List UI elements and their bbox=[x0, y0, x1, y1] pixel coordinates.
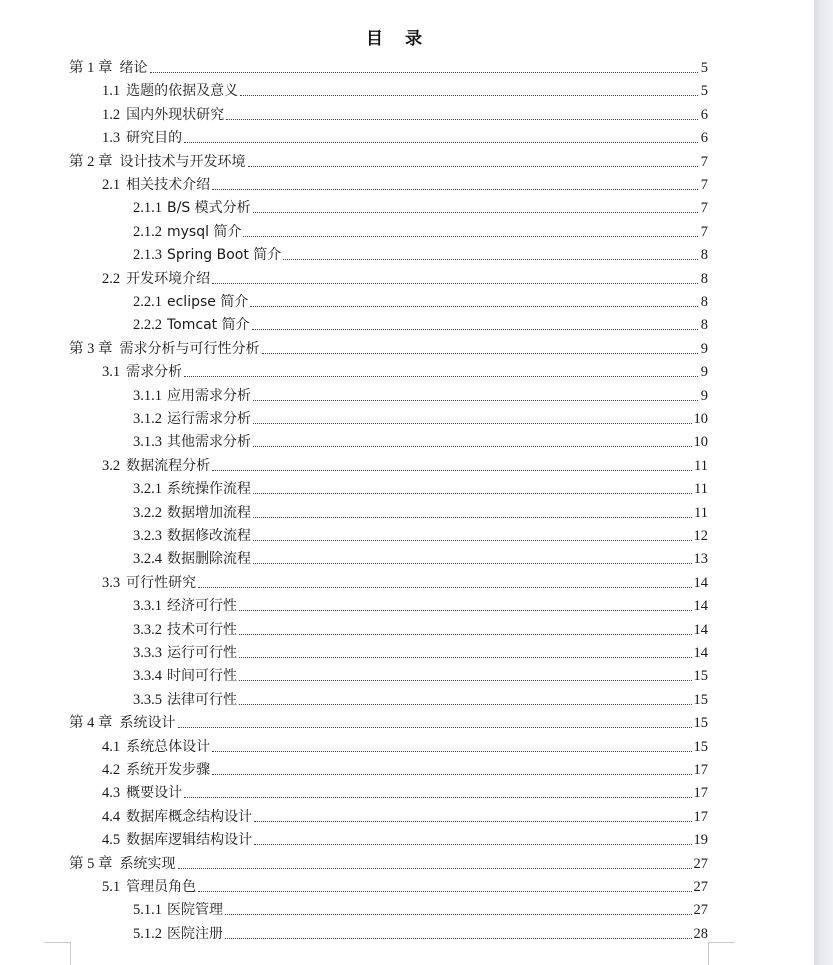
toc-entry-page-number: 27 bbox=[693, 902, 708, 919]
dot-leader bbox=[178, 727, 692, 728]
page-corner-mark-bottom-left bbox=[44, 942, 71, 965]
toc-entry-number: 2.1 bbox=[102, 177, 121, 193]
toc-entry[interactable] bbox=[69, 710, 708, 732]
toc-entry-page-number: 15 bbox=[693, 691, 708, 708]
toc-entry[interactable] bbox=[102, 804, 708, 826]
window-gutter bbox=[814, 0, 833, 965]
toc-entry-number: 5.1.1 bbox=[133, 902, 162, 919]
dot-leader bbox=[225, 938, 692, 939]
toc-entry-number: 3.3.2 bbox=[133, 621, 162, 638]
toc-entry-page-number: 7 bbox=[700, 223, 708, 240]
dot-leader bbox=[253, 423, 692, 424]
dot-leader bbox=[252, 329, 698, 330]
toc-entry-label: 数据流程分析 bbox=[126, 457, 211, 474]
toc-entry-page-number: 28 bbox=[693, 925, 708, 942]
toc-entry-number: 4.5 bbox=[102, 832, 121, 849]
toc-entry-page-number: 8 bbox=[700, 294, 708, 310]
toc-entry-label: 时间可行性 bbox=[167, 668, 237, 685]
toc-entry-label: eclipse 简介 bbox=[167, 294, 249, 310]
toc-entry-label: 运行可行性 bbox=[167, 645, 237, 661]
dot-leader bbox=[239, 657, 692, 658]
dot-leader bbox=[262, 353, 699, 354]
toc-entry[interactable] bbox=[133, 617, 708, 639]
toc-entry-page-number: 6 bbox=[700, 130, 708, 147]
toc-entry-label: 需求分析 bbox=[126, 364, 183, 381]
dot-leader bbox=[254, 844, 691, 845]
dot-leader bbox=[178, 868, 692, 869]
toc-entry[interactable] bbox=[102, 102, 708, 124]
toc-entry-number: 第 4 章 bbox=[69, 715, 113, 732]
toc-entry[interactable] bbox=[133, 663, 708, 685]
toc-entry[interactable] bbox=[102, 780, 708, 802]
toc-entry-page-number: 15 bbox=[693, 738, 708, 755]
toc-entry-label: 开发环境介绍 bbox=[126, 270, 211, 287]
toc-entry[interactable] bbox=[69, 851, 708, 873]
toc-entry-number: 5.1 bbox=[102, 879, 121, 895]
toc-entry-number: 2.1.3 bbox=[133, 247, 162, 264]
toc-entry-page-number: 17 bbox=[693, 762, 708, 778]
dot-leader bbox=[253, 446, 692, 447]
dot-leader bbox=[212, 774, 691, 775]
toc-entry-page-number: 10 bbox=[693, 411, 708, 427]
toc-entry-number: 3.2.3 bbox=[133, 528, 162, 544]
toc-entry[interactable] bbox=[133, 921, 708, 943]
toc-entry-label: 系统设计 bbox=[119, 715, 176, 732]
toc-entry-number: 1.2 bbox=[102, 106, 121, 123]
toc-entry[interactable] bbox=[102, 827, 708, 849]
toc-entry-page-number: 5 bbox=[700, 60, 708, 76]
toc-entry-number: 4.3 bbox=[102, 785, 121, 802]
toc-entry-number: 4.4 bbox=[102, 808, 121, 825]
toc-entry[interactable] bbox=[133, 312, 708, 334]
toc-entry[interactable] bbox=[133, 383, 708, 405]
toc-entry-number: 3.2.1 bbox=[133, 481, 162, 498]
toc-entry-number: 2.1.2 bbox=[133, 223, 162, 240]
toc-entry-number: 3.1.2 bbox=[133, 411, 162, 427]
toc-entry-label: mysql 简介 bbox=[167, 223, 242, 240]
dot-leader bbox=[253, 493, 692, 494]
toc-entry-number: 3.2.4 bbox=[133, 551, 162, 568]
dot-leader bbox=[226, 119, 698, 120]
dot-leader bbox=[239, 610, 692, 611]
toc-entry-number: 3.2.2 bbox=[133, 504, 162, 521]
dot-leader bbox=[184, 797, 691, 798]
dot-leader bbox=[253, 540, 692, 541]
toc-entry-label: 经济可行性 bbox=[167, 598, 237, 615]
toc-entry[interactable] bbox=[133, 687, 708, 709]
toc-entry[interactable] bbox=[102, 570, 708, 592]
toc-entry-label: 应用需求分析 bbox=[167, 387, 251, 404]
dot-leader bbox=[240, 95, 698, 96]
dot-leader bbox=[184, 142, 698, 143]
toc-entry[interactable] bbox=[133, 429, 708, 451]
toc-entry-number: 2.2.1 bbox=[133, 294, 162, 310]
toc-entry-label: 管理员角色 bbox=[126, 879, 197, 895]
toc-entry[interactable] bbox=[69, 55, 708, 77]
dot-leader bbox=[253, 400, 698, 401]
toc-entry-label: 需求分析与可行性分析 bbox=[119, 340, 260, 357]
toc-entry-label: 医院注册 bbox=[167, 925, 223, 942]
toc-entry[interactable] bbox=[133, 406, 708, 428]
dot-leader bbox=[212, 283, 698, 284]
toc-entry-page-number: 7 bbox=[700, 177, 708, 193]
toc-entry-label: 设计技术与开发环境 bbox=[119, 153, 246, 170]
toc-entry-label: 数据库概念结构设计 bbox=[126, 808, 253, 825]
toc-entry[interactable] bbox=[102, 874, 708, 896]
toc-entry-number: 3.3 bbox=[102, 574, 121, 591]
toc-entry-page-number: 7 bbox=[700, 153, 708, 170]
toc-entry-number: 3.3.5 bbox=[133, 691, 162, 708]
toc-entry-number: 2.2.2 bbox=[133, 317, 162, 334]
toc-entry-number: 2.2 bbox=[102, 270, 121, 287]
toc-entry-number: 第 5 章 bbox=[69, 855, 113, 872]
toc-entry[interactable] bbox=[102, 78, 708, 100]
toc-entry[interactable] bbox=[133, 523, 708, 545]
toc-entry-label: 系统开发步骤 bbox=[126, 762, 211, 778]
toc-entry[interactable] bbox=[102, 734, 708, 756]
toc-entry-label: 概要设计 bbox=[126, 785, 183, 802]
toc-entry-label: Spring Boot 简介 bbox=[167, 247, 282, 264]
toc-entry-page-number: 14 bbox=[693, 621, 708, 638]
toc-entry-number: 3.1 bbox=[102, 364, 121, 381]
toc-entry-page-number: 10 bbox=[693, 434, 708, 451]
toc-entry-page-number: 6 bbox=[700, 106, 708, 123]
dot-leader bbox=[239, 704, 692, 705]
toc-entry-number: 3.1.3 bbox=[133, 434, 162, 451]
dot-leader bbox=[248, 166, 699, 167]
toc-entry-label: 法律可行性 bbox=[167, 691, 237, 708]
toc-entry[interactable] bbox=[69, 149, 708, 171]
toc-entry[interactable] bbox=[133, 593, 708, 615]
toc-entry-page-number: 14 bbox=[693, 645, 708, 661]
toc-entry[interactable] bbox=[133, 476, 708, 498]
toc-entry[interactable] bbox=[133, 289, 708, 311]
toc-entry[interactable] bbox=[133, 640, 708, 662]
toc-entry-page-number: 8 bbox=[700, 317, 708, 334]
dot-leader bbox=[254, 821, 691, 822]
toc-entry-page-number: 15 bbox=[693, 668, 708, 685]
toc-entry-page-number: 8 bbox=[700, 270, 708, 287]
toc-entry-page-number: 13 bbox=[693, 551, 708, 568]
toc-entry[interactable] bbox=[133, 546, 708, 568]
toc-entry-page-number: 9 bbox=[700, 364, 708, 381]
toc-entry-page-number: 9 bbox=[700, 387, 708, 404]
toc-entry-page-number: 11 bbox=[694, 504, 708, 521]
toc-entry-number: 3.3.4 bbox=[133, 668, 162, 685]
toc-entry-label: 医院管理 bbox=[167, 902, 223, 919]
toc-entry-page-number: 14 bbox=[693, 598, 708, 615]
toc-entry-label: 系统实现 bbox=[119, 855, 176, 872]
dot-leader bbox=[184, 376, 698, 377]
toc-entry-label: 选题的依据及意义 bbox=[126, 83, 239, 100]
toc-entry-label: 系统操作流程 bbox=[167, 481, 251, 498]
toc-entry-label: 可行性研究 bbox=[126, 574, 197, 591]
toc-entry-page-number: 12 bbox=[693, 528, 708, 544]
toc-entry[interactable] bbox=[102, 453, 708, 475]
toc-entry-page-number: 8 bbox=[700, 247, 708, 264]
toc-entry-number: 第 1 章 bbox=[69, 60, 113, 76]
dot-leader bbox=[243, 236, 698, 237]
toc-entry-label: 相关技术介绍 bbox=[126, 177, 211, 193]
page-corner-mark-bottom-right bbox=[708, 942, 735, 965]
dot-leader bbox=[253, 212, 698, 213]
dot-leader bbox=[283, 259, 698, 260]
dot-leader bbox=[253, 517, 692, 518]
toc-entry-number: 3.2 bbox=[102, 457, 121, 474]
dot-leader bbox=[212, 751, 691, 752]
toc-entry-label: 数据修改流程 bbox=[167, 528, 251, 544]
toc-entry-label: 数据库逻辑结构设计 bbox=[126, 832, 253, 849]
toc-entry[interactable] bbox=[133, 242, 708, 264]
toc-entry-page-number: 11 bbox=[694, 481, 708, 498]
toc-entry[interactable] bbox=[102, 266, 708, 288]
toc-entry-label: B/S 模式分析 bbox=[167, 200, 251, 217]
dot-leader bbox=[239, 634, 692, 635]
toc-title: 目 录 bbox=[366, 29, 430, 49]
toc-entry-number: 5.1.2 bbox=[133, 925, 162, 942]
dot-leader bbox=[239, 680, 692, 681]
toc-entry[interactable] bbox=[102, 359, 708, 381]
toc-entry[interactable] bbox=[133, 500, 708, 522]
toc-entry-page-number: 15 bbox=[693, 715, 708, 732]
toc-entry-label: Tomcat 简介 bbox=[167, 317, 250, 334]
toc-entry-label: 绪论 bbox=[119, 60, 148, 76]
toc-entry-page-number: 5 bbox=[700, 83, 708, 100]
toc-entry-number: 3.3.1 bbox=[133, 598, 162, 615]
dot-leader bbox=[225, 914, 692, 915]
toc-entry-label: 系统总体设计 bbox=[126, 738, 211, 755]
toc-entry-number: 2.1.1 bbox=[133, 200, 162, 217]
toc-entry-page-number: 7 bbox=[700, 200, 708, 217]
toc-entry-page-number: 17 bbox=[693, 785, 708, 802]
toc-entry-label: 国内外现状研究 bbox=[126, 106, 225, 123]
dot-leader bbox=[212, 189, 698, 190]
toc-entry-page-number: 9 bbox=[700, 340, 708, 357]
toc-entry-page-number: 11 bbox=[694, 457, 708, 474]
toc-entry-label: 数据增加流程 bbox=[167, 504, 251, 521]
toc-entry-page-number: 17 bbox=[693, 808, 708, 825]
toc-entry-page-number: 27 bbox=[693, 879, 708, 895]
toc-entry[interactable] bbox=[133, 219, 708, 241]
toc-entry-number: 第 2 章 bbox=[69, 153, 113, 170]
toc-entry[interactable] bbox=[102, 125, 708, 147]
dot-leader bbox=[198, 587, 691, 588]
dot-leader bbox=[250, 306, 698, 307]
dot-leader bbox=[253, 563, 692, 564]
toc-entry-number: 第 3 章 bbox=[69, 340, 113, 357]
toc-entry[interactable] bbox=[102, 757, 708, 779]
toc-entry-label: 数据删除流程 bbox=[167, 551, 251, 568]
toc-entry-label: 运行需求分析 bbox=[167, 411, 251, 427]
toc-entry-number: 4.1 bbox=[102, 738, 121, 755]
toc-entry[interactable] bbox=[133, 897, 708, 919]
toc-entry-number: 1.1 bbox=[102, 83, 121, 100]
toc-entry-page-number: 27 bbox=[693, 855, 708, 872]
toc-entry-number: 3.3.3 bbox=[133, 645, 162, 661]
toc-entry-number: 3.1.1 bbox=[133, 387, 162, 404]
toc-entry[interactable] bbox=[133, 195, 708, 217]
toc-entry-number: 1.3 bbox=[102, 130, 121, 147]
toc-entry-label: 技术可行性 bbox=[167, 621, 237, 638]
dot-leader bbox=[150, 72, 699, 73]
dot-leader bbox=[212, 470, 692, 471]
dot-leader bbox=[198, 891, 691, 892]
toc-entry-label: 其他需求分析 bbox=[167, 434, 251, 451]
toc-entry[interactable] bbox=[69, 336, 708, 358]
toc-entry-number: 4.2 bbox=[102, 762, 121, 778]
toc-entry-label: 研究目的 bbox=[126, 130, 183, 147]
toc-entry[interactable] bbox=[102, 172, 708, 194]
toc-entry-page-number: 14 bbox=[693, 574, 708, 591]
toc-entry-page-number: 19 bbox=[693, 832, 708, 849]
